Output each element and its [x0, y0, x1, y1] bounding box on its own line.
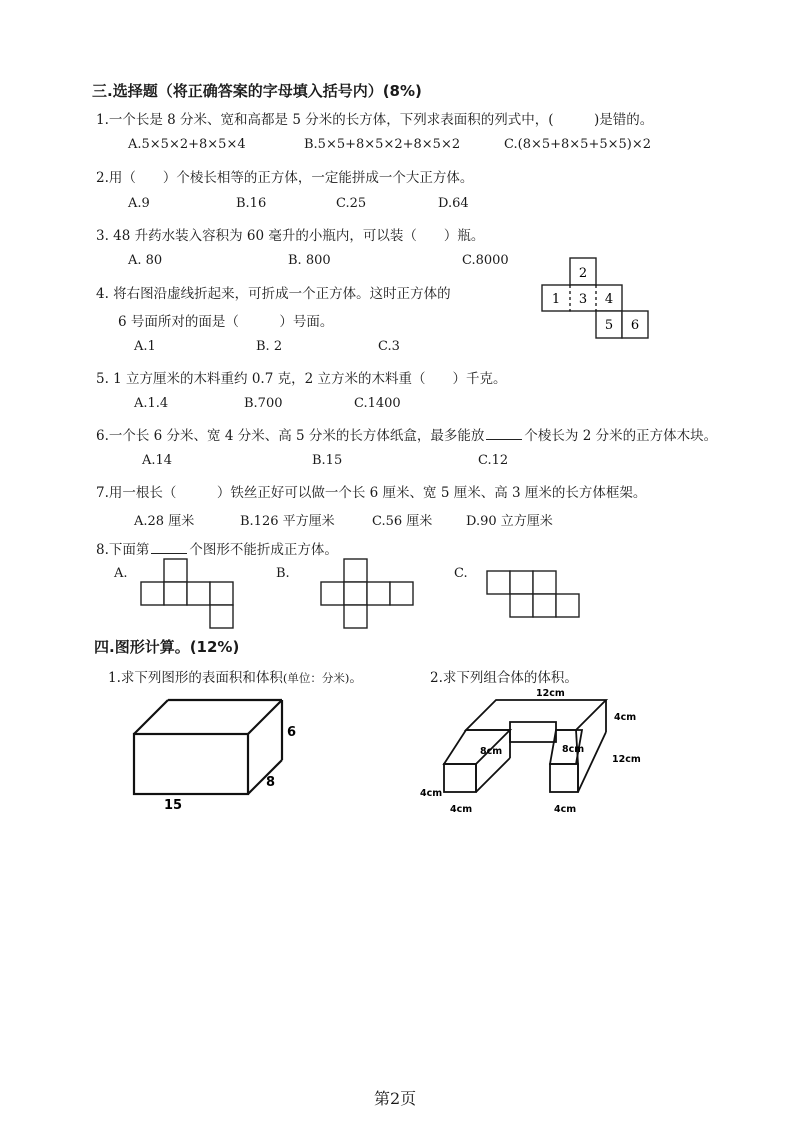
question-6-text	[96, 424, 717, 444]
net-label: 2	[578, 266, 588, 281]
question-8-text	[96, 538, 338, 558]
q8-option-c: C.	[454, 566, 468, 581]
question-1-text: 1.一个长是 8 分米、宽和高都是 5 分米的长方体，下列求表面积的列式中，( )是错的。	[96, 112, 654, 128]
section-4-title: 四.图形计算。(12%)	[94, 638, 240, 656]
q6-option-c: C.12	[478, 453, 509, 468]
dim-label: 4cm	[614, 712, 637, 723]
q5-option-a: A.1.4	[134, 396, 169, 411]
q7-option-d: D.90 立方厘米	[466, 514, 553, 529]
q2-option-d: D.64	[438, 196, 469, 211]
q8-option-b: B.	[276, 566, 290, 581]
q1-option-c: C.(8×5+8×5+5×5)×2	[504, 137, 652, 152]
q8-option-a: A.	[114, 566, 128, 581]
net-label: 5	[604, 318, 614, 333]
question-2-text: 2.用（ ）个棱长相等的正方体，一定能拼成一个大正方体。	[96, 170, 474, 186]
question-7-text: 7.用一根长（ ）铁丝正好可以做一个长 6 厘米、宽 5 厘米、高 3 厘米的长方体框架。	[96, 485, 647, 501]
q5-option-c: C.1400	[354, 396, 401, 411]
q6-option-b: B.15	[312, 453, 343, 468]
s4-q1-main: 1.求下列图形的表面积和体积	[108, 670, 283, 686]
q3-option-c: C.8000	[462, 253, 509, 268]
q8-net-c	[486, 570, 582, 620]
section-3-title: 三.选择题（将正确答案的字母填入括号内）(8%)	[92, 82, 422, 100]
question-4-text-line1: 4. 将右图沿虚线折起来，可折成一个正方体。这时正方体的	[96, 286, 451, 302]
q1-option-a: A.5×5×2+8×5×4	[128, 137, 246, 152]
q8-net-a	[140, 558, 236, 630]
net-label: 3	[578, 292, 588, 307]
s4-question-1-text	[108, 666, 363, 686]
dim-width: 8	[266, 775, 276, 790]
net-label: 1	[551, 292, 561, 307]
page-number: 第2页	[374, 1089, 417, 1108]
cuboid-figure	[130, 690, 310, 813]
q4-option-b: B. 2	[256, 339, 283, 354]
q8-net-b	[320, 558, 416, 630]
s4-q1-unit-note: (单位：分米)	[282, 671, 350, 685]
question-3-text: 3. 48 升药水装入容积为 60 毫升的小瓶内，可以装（ ）瓶。	[96, 228, 485, 244]
dim-length: 15	[164, 798, 183, 813]
composite-solid-figure	[416, 686, 656, 821]
dim-label: 4cm	[554, 804, 577, 815]
dim-label: 8cm	[480, 746, 503, 757]
s4-q1-end: 。	[349, 670, 363, 686]
q2-option-b: B.16	[236, 196, 267, 211]
q4-option-a: A.1	[134, 339, 156, 354]
q7-option-c: C.56 厘米	[372, 514, 433, 529]
dim-label: 4cm	[420, 788, 443, 799]
s4-question-2-text: 2.求下列组合体的体积。	[430, 670, 578, 686]
dim-label: 12cm	[536, 688, 565, 699]
q6-option-a: A.14	[142, 453, 173, 468]
q8-text-before: 8.下面第	[96, 542, 150, 558]
q3-option-a: A. 80	[128, 253, 163, 268]
q4-cube-net	[540, 257, 650, 339]
q6-text-after: 个棱长为 2 分米的正方体木块。	[524, 428, 718, 444]
dim-label: 8cm	[562, 744, 585, 755]
dim-label: 4cm	[450, 804, 473, 815]
q8-text-after: 个图形不能折成正方体。	[189, 542, 338, 558]
dim-height: 6	[287, 725, 297, 740]
q5-option-b: B.700	[244, 396, 283, 411]
answer-blank	[151, 553, 187, 554]
net-label: 6	[630, 318, 640, 333]
question-5-text: 5. 1 立方厘米的木料重约 0.7 克，2 立方米的木料重（ ）千克。	[96, 371, 507, 387]
q2-option-a: A.9	[128, 196, 150, 211]
q2-option-c: C.25	[336, 196, 367, 211]
q6-text-before: 6.一个长 6 分米、宽 4 分米、高 5 分米的长方体纸盒，最多能放	[96, 428, 485, 444]
q3-option-b: B. 800	[288, 253, 331, 268]
q7-option-a: A.28 厘米	[134, 514, 195, 529]
q7-option-b: B.126 平方厘米	[240, 514, 335, 529]
net-label: 4	[604, 292, 614, 307]
question-4-text-line2: 6 号面所对的面是（ ）号面。	[118, 314, 334, 330]
q4-option-c: C.3	[378, 339, 400, 354]
answer-blank	[486, 439, 522, 440]
q1-option-b: B.5×5+8×5×2+8×5×2	[304, 137, 461, 152]
dim-label: 12cm	[612, 754, 641, 765]
